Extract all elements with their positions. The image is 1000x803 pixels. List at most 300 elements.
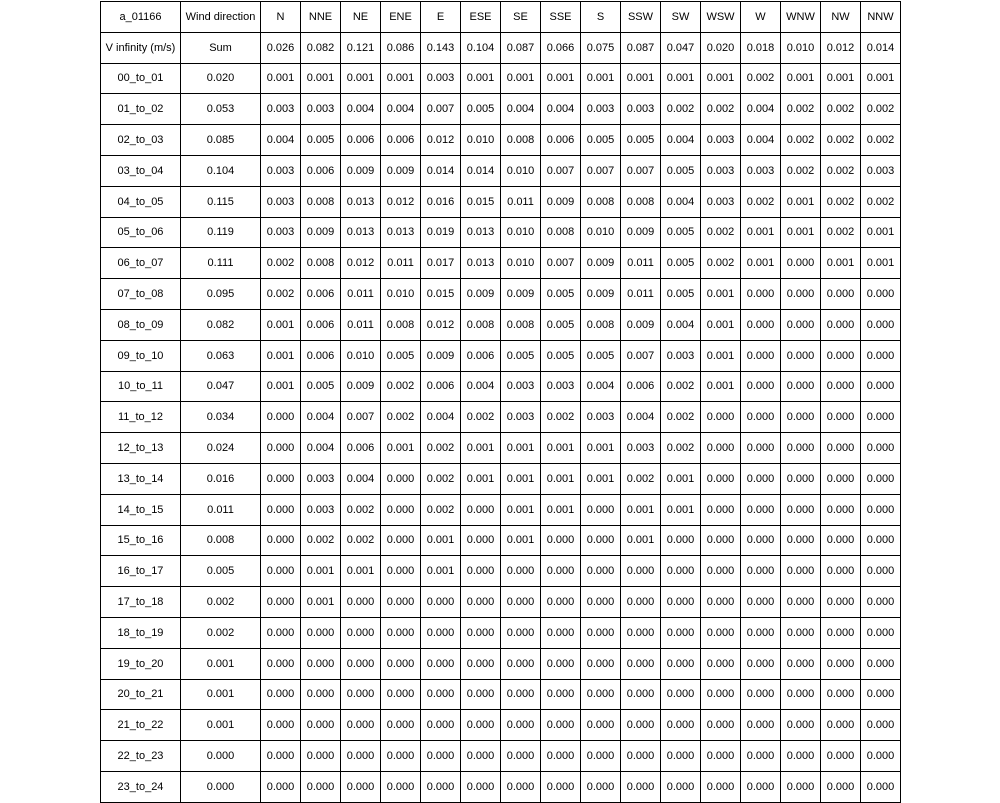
table-cell: 0.001 xyxy=(741,217,781,248)
table-cell: 0.000 xyxy=(381,617,421,648)
table-cell: 0.000 xyxy=(541,617,581,648)
table-cell: 0.001 xyxy=(581,433,621,464)
table-cell: 0.008 xyxy=(581,186,621,217)
table-cell: 0.003 xyxy=(701,186,741,217)
table-cell: 0.001 xyxy=(861,217,901,248)
table-cell: 0.000 xyxy=(461,648,501,679)
table-cell: 0.001 xyxy=(541,494,581,525)
table-cell: 0.000 xyxy=(461,494,501,525)
table-cell: 0.000 xyxy=(581,617,621,648)
table-cell: 0.001 xyxy=(741,248,781,279)
table-cell: 0.003 xyxy=(581,402,621,433)
table-row xyxy=(101,587,901,618)
table-cell: 0.000 xyxy=(741,648,781,679)
table-cell: 0.000 xyxy=(661,525,701,556)
table-cell: 0.000 xyxy=(301,617,341,648)
table-cell: 0.011 xyxy=(341,279,381,310)
table-cell: 0.000 xyxy=(581,494,621,525)
table-row xyxy=(101,556,901,587)
speed-bin-label: 18_to_19 xyxy=(101,617,181,648)
table-cell: 0.002 xyxy=(781,94,821,125)
speed-bin-label: 03_to_04 xyxy=(101,155,181,186)
table-row xyxy=(101,217,901,248)
speed-bin-label: 07_to_08 xyxy=(101,279,181,310)
speed-bin-label: 00_to_01 xyxy=(101,63,181,94)
speed-bin-label: 20_to_21 xyxy=(101,679,181,710)
table-cell: 0.003 xyxy=(261,94,301,125)
table-cell: 0.001 xyxy=(701,63,741,94)
table-cell: 0.000 xyxy=(781,402,821,433)
table-cell: 0.009 xyxy=(421,340,461,371)
table-cell: 0.000 xyxy=(741,710,781,741)
table-cell: 0.008 xyxy=(621,186,661,217)
table-cell: 0.000 xyxy=(421,587,461,618)
row-sum-cell: 0.002 xyxy=(181,617,261,648)
table-cell: 0.006 xyxy=(381,125,421,156)
speed-bin-label: 15_to_16 xyxy=(101,525,181,556)
table-cell: 0.000 xyxy=(381,648,421,679)
table-cell: 0.004 xyxy=(341,94,381,125)
table-cell: 0.009 xyxy=(341,155,381,186)
table-cell: 0.003 xyxy=(621,94,661,125)
table-cell: 0.000 xyxy=(861,648,901,679)
direction-total-cell: 0.020 xyxy=(701,32,741,63)
speed-bin-label: 16_to_17 xyxy=(101,556,181,587)
table-cell: 0.010 xyxy=(581,217,621,248)
table-cell: 0.000 xyxy=(501,648,541,679)
table-cell: 0.000 xyxy=(821,771,861,802)
table-cell: 0.000 xyxy=(741,402,781,433)
table-cell: 0.007 xyxy=(341,402,381,433)
table-row xyxy=(101,463,901,494)
table-cell: 0.001 xyxy=(781,186,821,217)
table-cell: 0.000 xyxy=(421,710,461,741)
table-row xyxy=(101,63,901,94)
table-cell: 0.000 xyxy=(741,279,781,310)
direction-total-cell: 0.026 xyxy=(261,32,301,63)
row-sum-cell: 0.005 xyxy=(181,556,261,587)
table-cell: 0.000 xyxy=(701,556,741,587)
table-cell: 0.000 xyxy=(821,402,861,433)
table-cell: 0.004 xyxy=(541,94,581,125)
table-cell: 0.010 xyxy=(501,217,541,248)
table-cell: 0.000 xyxy=(501,617,541,648)
table-cell: 0.000 xyxy=(861,771,901,802)
table-cell: 0.001 xyxy=(381,433,421,464)
table-cell: 0.001 xyxy=(821,63,861,94)
table-cell: 0.000 xyxy=(461,679,501,710)
table-cell: 0.000 xyxy=(621,710,661,741)
table-cell: 0.002 xyxy=(781,125,821,156)
table-cell: 0.004 xyxy=(301,433,341,464)
row-sum-cell: 0.111 xyxy=(181,248,261,279)
table-cell: 0.000 xyxy=(701,679,741,710)
table-cell: 0.000 xyxy=(541,556,581,587)
table-cell: 0.000 xyxy=(581,771,621,802)
direction-total-cell: 0.121 xyxy=(341,32,381,63)
table-cell: 0.000 xyxy=(301,771,341,802)
table-row xyxy=(101,309,901,340)
row-sum-cell: 0.011 xyxy=(181,494,261,525)
row-sum-cell: 0.115 xyxy=(181,186,261,217)
table-cell: 0.000 xyxy=(461,556,501,587)
speed-bin-label: 17_to_18 xyxy=(101,587,181,618)
table-cell: 0.009 xyxy=(461,279,501,310)
table-cell: 0.000 xyxy=(301,679,341,710)
table-row xyxy=(101,679,901,710)
table-cell: 0.000 xyxy=(741,340,781,371)
table-cell: 0.000 xyxy=(461,587,501,618)
direction-header: NNE xyxy=(301,2,341,33)
direction-header: SSE xyxy=(541,2,581,33)
table-cell: 0.000 xyxy=(621,741,661,772)
table-cell: 0.003 xyxy=(501,371,541,402)
table-cell: 0.004 xyxy=(581,371,621,402)
direction-total-cell: 0.082 xyxy=(301,32,341,63)
table-cell: 0.002 xyxy=(541,402,581,433)
direction-total-cell: 0.066 xyxy=(541,32,581,63)
table-cell: 0.000 xyxy=(741,463,781,494)
table-cell: 0.003 xyxy=(861,155,901,186)
table-cell: 0.000 xyxy=(541,771,581,802)
table-cell: 0.000 xyxy=(541,648,581,679)
table-cell: 0.001 xyxy=(501,525,541,556)
table-cell: 0.000 xyxy=(381,679,421,710)
table-cell: 0.002 xyxy=(701,248,741,279)
table-cell: 0.000 xyxy=(421,679,461,710)
table-row xyxy=(101,741,901,772)
table-cell: 0.001 xyxy=(261,371,301,402)
table-cell: 0.000 xyxy=(341,617,381,648)
row-sum-cell: 0.020 xyxy=(181,63,261,94)
table-cell: 0.000 xyxy=(781,279,821,310)
table-cell: 0.000 xyxy=(661,771,701,802)
table-cell: 0.000 xyxy=(261,771,301,802)
table-cell: 0.000 xyxy=(701,433,741,464)
table-cell: 0.000 xyxy=(741,679,781,710)
wind-frequency-table xyxy=(100,1,901,803)
table-cell: 0.000 xyxy=(861,741,901,772)
table-cell: 0.002 xyxy=(741,63,781,94)
table-cell: 0.003 xyxy=(301,494,341,525)
table-cell: 0.000 xyxy=(261,494,301,525)
table-cell: 0.001 xyxy=(781,217,821,248)
direction-header: NNW xyxy=(861,2,901,33)
table-cell: 0.003 xyxy=(301,94,341,125)
table-cell: 0.001 xyxy=(821,248,861,279)
speed-bin-label: 13_to_14 xyxy=(101,463,181,494)
table-cell: 0.000 xyxy=(821,371,861,402)
table-cell: 0.001 xyxy=(261,340,301,371)
table-cell: 0.000 xyxy=(701,617,741,648)
table-cell: 0.000 xyxy=(821,494,861,525)
direction-header: WSW xyxy=(701,2,741,33)
table-cell: 0.001 xyxy=(541,63,581,94)
table-row xyxy=(101,340,901,371)
table-cell: 0.004 xyxy=(661,125,701,156)
table-cell: 0.000 xyxy=(261,648,301,679)
table-cell: 0.002 xyxy=(261,279,301,310)
table-cell: 0.000 xyxy=(821,309,861,340)
table-cell: 0.000 xyxy=(781,710,821,741)
table-cell: 0.002 xyxy=(661,433,701,464)
table-cell: 0.008 xyxy=(381,309,421,340)
row-sum-cell: 0.016 xyxy=(181,463,261,494)
table-cell: 0.010 xyxy=(461,125,501,156)
table-cell: 0.002 xyxy=(821,125,861,156)
table-cell: 0.008 xyxy=(541,217,581,248)
speed-bin-label: 08_to_09 xyxy=(101,309,181,340)
table-cell: 0.000 xyxy=(701,648,741,679)
table-cell: 0.000 xyxy=(421,741,461,772)
table-cell: 0.005 xyxy=(461,94,501,125)
table-cell: 0.002 xyxy=(421,433,461,464)
table-cell: 0.000 xyxy=(341,587,381,618)
table-cell: 0.009 xyxy=(541,186,581,217)
table-cell: 0.004 xyxy=(621,402,661,433)
table-cell: 0.000 xyxy=(581,741,621,772)
table-cell: 0.002 xyxy=(861,125,901,156)
row-sum-cell: 0.002 xyxy=(181,587,261,618)
table-cell: 0.011 xyxy=(621,279,661,310)
table-cell: 0.000 xyxy=(501,771,541,802)
table-cell: 0.000 xyxy=(341,679,381,710)
table-cell: 0.000 xyxy=(821,617,861,648)
table-cell: 0.000 xyxy=(381,771,421,802)
row-sum-cell: 0.024 xyxy=(181,433,261,464)
table-cell: 0.000 xyxy=(621,679,661,710)
table-cell: 0.001 xyxy=(501,63,541,94)
table-cell: 0.000 xyxy=(741,771,781,802)
table-cell: 0.000 xyxy=(381,494,421,525)
table-cell: 0.009 xyxy=(621,217,661,248)
table-cell: 0.003 xyxy=(581,94,621,125)
table-cell: 0.002 xyxy=(701,94,741,125)
table-cell: 0.000 xyxy=(381,741,421,772)
table-cell: 0.000 xyxy=(781,771,821,802)
table-cell: 0.001 xyxy=(541,433,581,464)
direction-total-cell: 0.143 xyxy=(421,32,461,63)
table-cell: 0.007 xyxy=(581,155,621,186)
table-cell: 0.014 xyxy=(461,155,501,186)
speed-bin-label: 06_to_07 xyxy=(101,248,181,279)
table-cell: 0.000 xyxy=(821,279,861,310)
table-cell: 0.006 xyxy=(341,125,381,156)
table-cell: 0.006 xyxy=(301,340,341,371)
table-cell: 0.000 xyxy=(861,494,901,525)
table-cell: 0.003 xyxy=(541,371,581,402)
table-cell: 0.005 xyxy=(541,279,581,310)
table-cell: 0.000 xyxy=(741,433,781,464)
direction-total-cell: 0.012 xyxy=(821,32,861,63)
table-cell: 0.009 xyxy=(301,217,341,248)
table-cell: 0.004 xyxy=(261,125,301,156)
table-cell: 0.000 xyxy=(581,648,621,679)
table-cell: 0.000 xyxy=(741,617,781,648)
table-row xyxy=(101,433,901,464)
table-cell: 0.009 xyxy=(381,155,421,186)
table-cell: 0.000 xyxy=(261,741,301,772)
table-cell: 0.000 xyxy=(821,741,861,772)
table-cell: 0.000 xyxy=(861,679,901,710)
table-cell: 0.001 xyxy=(861,63,901,94)
table-cell: 0.000 xyxy=(741,309,781,340)
row-sum-cell: 0.001 xyxy=(181,648,261,679)
direction-total-cell: 0.087 xyxy=(501,32,541,63)
table-cell: 0.013 xyxy=(461,217,501,248)
table-cell: 0.001 xyxy=(541,463,581,494)
table-row xyxy=(101,710,901,741)
row-sum-cell: 0.095 xyxy=(181,279,261,310)
table-cell: 0.000 xyxy=(581,525,621,556)
table-cell: 0.000 xyxy=(861,279,901,310)
table-cell: 0.000 xyxy=(421,648,461,679)
table-cell: 0.000 xyxy=(781,463,821,494)
table-cell: 0.000 xyxy=(341,771,381,802)
table-cell: 0.005 xyxy=(661,248,701,279)
table-cell: 0.000 xyxy=(341,648,381,679)
table-cell: 0.004 xyxy=(741,94,781,125)
table-cell: 0.002 xyxy=(861,186,901,217)
table-cell: 0.001 xyxy=(661,63,701,94)
table-cell: 0.008 xyxy=(301,248,341,279)
table-cell: 0.000 xyxy=(261,525,301,556)
table-cell: 0.015 xyxy=(421,279,461,310)
table-cell: 0.000 xyxy=(781,309,821,340)
table-cell: 0.000 xyxy=(621,617,661,648)
direction-total-cell: 0.010 xyxy=(781,32,821,63)
table-row xyxy=(101,494,901,525)
speed-bin-label: 22_to_23 xyxy=(101,741,181,772)
table-cell: 0.002 xyxy=(861,94,901,125)
speed-axis-label: V infinity (m/s) xyxy=(101,32,181,63)
table-cell: 0.000 xyxy=(621,771,661,802)
table-cell: 0.000 xyxy=(501,710,541,741)
table-cell: 0.000 xyxy=(821,587,861,618)
table-cell: 0.000 xyxy=(301,648,341,679)
table-cell: 0.012 xyxy=(421,309,461,340)
table-cell: 0.005 xyxy=(541,340,581,371)
direction-total-cell: 0.018 xyxy=(741,32,781,63)
table-cell: 0.004 xyxy=(301,402,341,433)
direction-header: W xyxy=(741,2,781,33)
table-cell: 0.000 xyxy=(261,617,301,648)
table-cell: 0.000 xyxy=(661,741,701,772)
table-row xyxy=(101,525,901,556)
table-cell: 0.003 xyxy=(261,155,301,186)
speed-bin-label: 10_to_11 xyxy=(101,371,181,402)
table-cell: 0.000 xyxy=(861,556,901,587)
table-cell: 0.003 xyxy=(501,402,541,433)
table-cell: 0.002 xyxy=(701,217,741,248)
table-cell: 0.005 xyxy=(301,371,341,402)
table-cell: 0.005 xyxy=(541,309,581,340)
row-sum-cell: 0.104 xyxy=(181,155,261,186)
sum-label: Sum xyxy=(181,32,261,63)
direction-total-cell: 0.086 xyxy=(381,32,421,63)
table-cell: 0.001 xyxy=(501,463,541,494)
table-cell: 0.005 xyxy=(621,125,661,156)
table-cell: 0.000 xyxy=(301,741,341,772)
table-cell: 0.000 xyxy=(501,679,541,710)
table-cell: 0.001 xyxy=(341,556,381,587)
table-cell: 0.011 xyxy=(341,309,381,340)
speed-bin-label: 12_to_13 xyxy=(101,433,181,464)
table-cell: 0.000 xyxy=(781,556,821,587)
table-cell: 0.001 xyxy=(461,433,501,464)
speed-bin-label: 23_to_24 xyxy=(101,771,181,802)
table-cell: 0.008 xyxy=(581,309,621,340)
table-cell: 0.001 xyxy=(581,63,621,94)
table-cell: 0.000 xyxy=(341,710,381,741)
table-cell: 0.006 xyxy=(421,371,461,402)
row-sum-cell: 0.053 xyxy=(181,94,261,125)
row-sum-cell: 0.001 xyxy=(181,710,261,741)
direction-header: WNW xyxy=(781,2,821,33)
table-cell: 0.002 xyxy=(661,402,701,433)
table-cell: 0.001 xyxy=(261,309,301,340)
table-cell: 0.000 xyxy=(421,617,461,648)
speed-bin-label: 02_to_03 xyxy=(101,125,181,156)
table-cell: 0.000 xyxy=(461,741,501,772)
table-row xyxy=(101,371,901,402)
table-cell: 0.001 xyxy=(381,63,421,94)
table-cell: 0.000 xyxy=(541,587,581,618)
wind-direction-label: Wind direction xyxy=(181,2,261,33)
table-cell: 0.000 xyxy=(821,556,861,587)
table-cell: 0.001 xyxy=(421,525,461,556)
table-cell: 0.001 xyxy=(421,556,461,587)
table-cell: 0.000 xyxy=(661,556,701,587)
row-sum-cell: 0.082 xyxy=(181,309,261,340)
table-cell: 0.011 xyxy=(381,248,421,279)
table-cell: 0.003 xyxy=(701,125,741,156)
table-cell: 0.007 xyxy=(421,94,461,125)
row-sum-cell: 0.085 xyxy=(181,125,261,156)
table-cell: 0.006 xyxy=(621,371,661,402)
table-cell: 0.010 xyxy=(341,340,381,371)
table-cell: 0.007 xyxy=(541,155,581,186)
direction-header: N xyxy=(261,2,301,33)
table-cell: 0.001 xyxy=(701,371,741,402)
table-cell: 0.006 xyxy=(301,155,341,186)
table-cell: 0.000 xyxy=(701,771,741,802)
table-cell: 0.000 xyxy=(741,556,781,587)
table-row xyxy=(101,771,901,802)
table-cell: 0.000 xyxy=(301,710,341,741)
table-cell: 0.000 xyxy=(581,556,621,587)
table-cell: 0.000 xyxy=(741,494,781,525)
table-cell: 0.001 xyxy=(301,63,341,94)
table-cell: 0.000 xyxy=(661,710,701,741)
speed-bin-label: 09_to_10 xyxy=(101,340,181,371)
row-sum-cell: 0.063 xyxy=(181,340,261,371)
table-cell: 0.000 xyxy=(261,402,301,433)
table-cell: 0.000 xyxy=(701,741,741,772)
table-cell: 0.011 xyxy=(501,186,541,217)
direction-header: NW xyxy=(821,2,861,33)
table-cell: 0.014 xyxy=(421,155,461,186)
speed-bin-label: 01_to_02 xyxy=(101,94,181,125)
direction-header: ESE xyxy=(461,2,501,33)
table-cell: 0.005 xyxy=(381,340,421,371)
table-cell: 0.002 xyxy=(421,463,461,494)
table-cell: 0.000 xyxy=(621,556,661,587)
table-cell: 0.013 xyxy=(341,186,381,217)
table-cell: 0.000 xyxy=(781,433,821,464)
table-cell: 0.002 xyxy=(381,402,421,433)
table-cell: 0.000 xyxy=(861,309,901,340)
